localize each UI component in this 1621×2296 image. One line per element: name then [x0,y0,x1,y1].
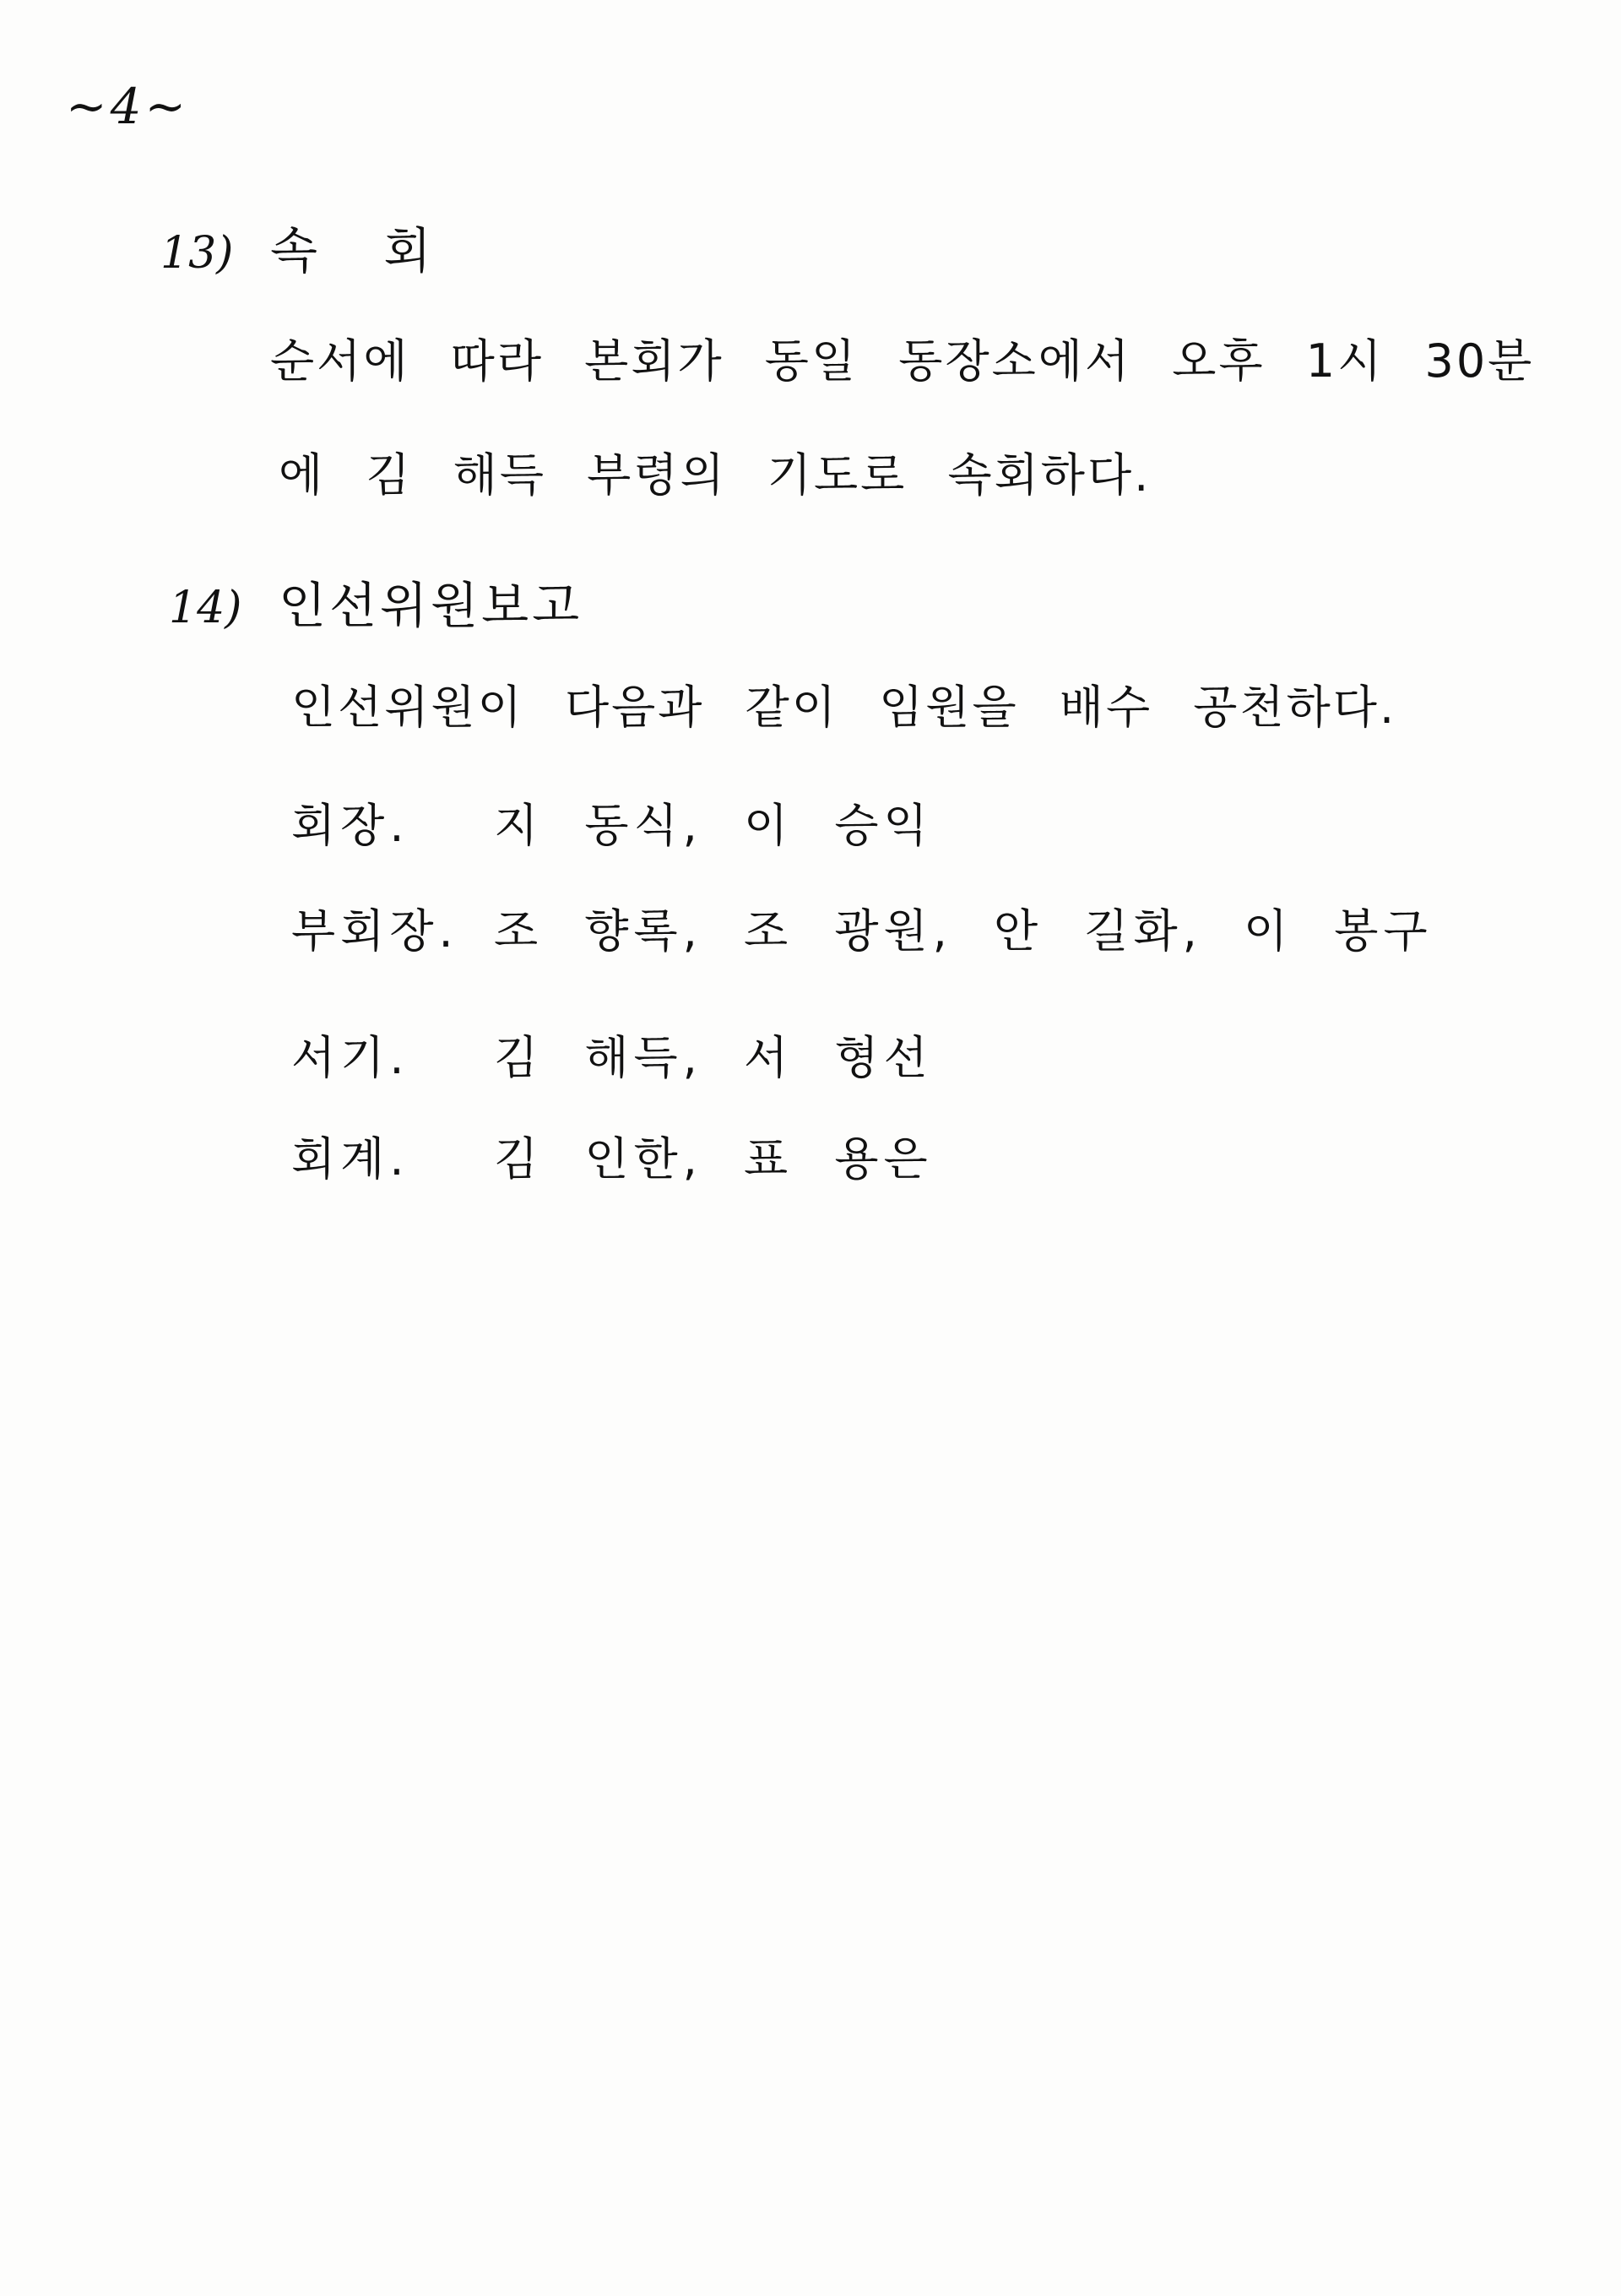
roster-row-treasurer [291,1123,933,1188]
section-title: 인선위원보고 [279,577,583,634]
section-number: 13) [160,228,234,279]
page-number: ~4~ [66,78,190,135]
roster-names: 김 해득, 서 형선 [494,1031,933,1084]
roster-row-chairman [291,790,933,855]
section-14-heading [169,566,583,637]
roster-role: 회장. [291,799,409,852]
roster-role: 부회장. [291,904,458,958]
roster-row-vice-chairman [291,895,1433,960]
section-14-line-1: 인선위원이 다음과 같이 임원을 배수 공천하다. [291,681,1397,734]
roster-names: 지 동식, 이 승익 [494,799,933,852]
roster-role: 회계. [291,1132,409,1186]
section-13-line-2: 에 김 해득 부령의 기도로 속회하다. [279,448,1152,502]
section-13-heading [160,211,457,282]
roster-role: 서기. [291,1031,409,1084]
roster-names: 조 향록, 조 광원, 안 길화, 이 봉구 [494,904,1433,958]
section-number: 14) [169,583,242,633]
section-title: 속 회 [270,222,457,280]
roster-row-secretary [291,1022,933,1087]
section-13-line-1: 순서에 따라 본회가 동일 동장소에서 오후 1시 30분 [270,334,1535,388]
roster-names: 김 인한, 표 용은 [494,1132,933,1186]
